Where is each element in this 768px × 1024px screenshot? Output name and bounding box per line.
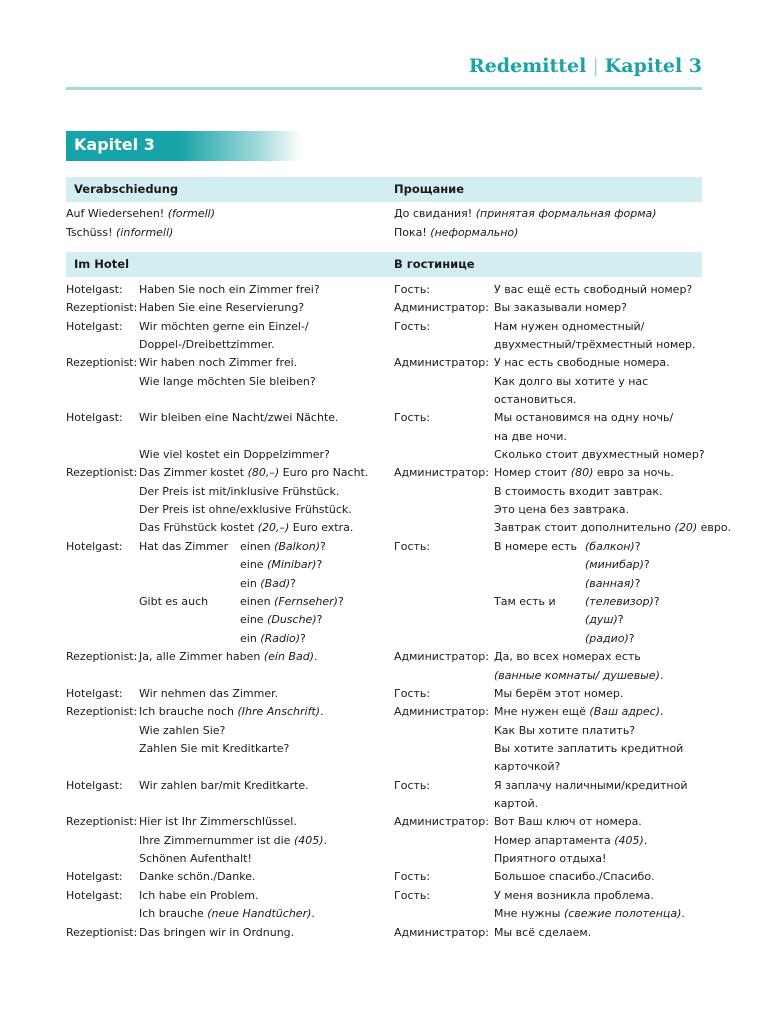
hotel-ru-speaker: Администратор: — [394, 301, 489, 314]
section-title-de: Verabschiedung — [74, 182, 179, 196]
hotel-de-text: Ihre Zimmernummer ist die (405). — [139, 834, 328, 847]
hotel-de-speaker: Hotelgast: — [66, 870, 123, 883]
hotel-ru-speaker: Администратор: — [394, 705, 489, 718]
hotel-ru-text: В номере есть — [494, 540, 577, 553]
hotel-ru-speaker: Администратор: — [394, 466, 489, 479]
farewell-ru: Пока! (неформально) — [394, 226, 519, 239]
hotel-ru-text2: (душ)? — [585, 613, 624, 626]
hotel-de-text: Zahlen Sie mit Kreditkarte? — [139, 742, 290, 755]
hotel-de-text: Wir nehmen das Zimmer. — [139, 687, 279, 700]
hotel-ru-text: Вы заказывали номер? — [494, 301, 627, 314]
hotel-ru-speaker: Гость: — [394, 870, 431, 883]
section-title-ru: В гостинице — [394, 257, 475, 271]
hotel-ru-text: Это цена без завтрака. — [494, 503, 629, 516]
hotel-ru-speaker: Администратор: — [394, 815, 489, 828]
chapter-title: Kapitel 3 — [74, 135, 155, 154]
hotel-ru-text: остановиться. — [494, 393, 577, 406]
hotel-de-text2: einen (Fernseher)? — [240, 595, 344, 608]
hotel-ru-speaker: Гость: — [394, 889, 431, 902]
hotel-ru-speaker: Гость: — [394, 283, 431, 296]
hotel-de-speaker: Hotelgast: — [66, 687, 123, 700]
section-title-ru: Прощание — [394, 182, 465, 196]
hotel-ru-text2: (балкон)? — [585, 540, 641, 553]
running-head-left: Redemittel — [468, 55, 587, 77]
hotel-de-speaker: Rezeptionist: — [66, 356, 138, 369]
hotel-de-text: Wir möchten gerne ein Einzel-/ — [139, 320, 309, 333]
hotel-de-text: Wie lange möchten Sie bleiben? — [139, 375, 316, 388]
hotel-ru-text: Вот Ваш ключ от номера. — [494, 815, 642, 828]
hotel-ru-text: У нас есть свободные номера. — [494, 356, 670, 369]
hotel-de-text: Danke schön./Danke. — [139, 870, 256, 883]
hotel-de-text: Schönen Aufenthalt! — [139, 852, 252, 865]
hotel-de-text: Hat das Zimmer — [139, 540, 229, 553]
hotel-ru-speaker: Администратор: — [394, 356, 489, 369]
hotel-ru-text: Сколько стоит двухместный номер? — [494, 448, 705, 461]
hotel-de-speaker: Hotelgast: — [66, 779, 123, 792]
hotel-ru-text: У меня возникла проблема. — [494, 889, 654, 902]
hotel-de-text: Wir zahlen bar/mit Kreditkarte. — [139, 779, 309, 792]
hotel-ru-text: Вы хотите заплатить кредитной — [494, 742, 684, 755]
hotel-ru-text: на две ночи. — [494, 430, 567, 443]
running-head — [469, 55, 702, 77]
hotel-de-text: Wir bleiben eine Nacht/zwei Nächte. — [139, 411, 339, 424]
hotel-de-speaker: Hotelgast: — [66, 889, 123, 902]
hotel-ru-text: Как Вы хотите платить? — [494, 724, 636, 737]
hotel-ru-text: Номер стоит (80) евро за ночь. — [494, 466, 674, 479]
hotel-ru-speaker: Гость: — [394, 411, 431, 424]
hotel-ru-text: В стоимость входит завтрак. — [494, 485, 663, 498]
hotel-de-text2: eine (Dusche)? — [240, 613, 323, 626]
hotel-ru-text: Я заплачу наличными/кредитной — [494, 779, 688, 792]
hotel-de-text: Wie zahlen Sie? — [139, 724, 226, 737]
hotel-ru-text: (ванные комнаты/ душевые). — [494, 669, 664, 682]
hotel-de-text2: einen (Balkon)? — [240, 540, 326, 553]
hotel-de-text2: ein (Bad)? — [240, 577, 296, 590]
section-header-hotel — [66, 252, 702, 277]
hotel-ru-text: Номер апартамента (405). — [494, 834, 648, 847]
hotel-de-speaker: Hotelgast: — [66, 540, 123, 553]
hotel-de-text: Das bringen wir in Ordnung. — [139, 926, 295, 939]
hotel-de-text: Der Preis ist mit/inklusive Frühstück. — [139, 485, 340, 498]
farewell-ru: До свидания! (принятая формальная форма) — [394, 207, 657, 220]
hotel-de-speaker: Rezeptionist: — [66, 301, 138, 314]
hotel-de-text: Wie viel kostet ein Doppelzimmer? — [139, 448, 330, 461]
hotel-de-speaker: Rezeptionist: — [66, 705, 138, 718]
hotel-ru-text: Завтрак стоит дополнительно (20) евро. — [494, 521, 732, 534]
hotel-de-speaker: Hotelgast: — [66, 320, 123, 333]
hotel-ru-text: карточкой? — [494, 760, 561, 773]
farewell-de: Tschüss! (informell) — [66, 226, 174, 239]
hotel-de-text: Wir haben noch Zimmer frei. — [139, 356, 298, 369]
hotel-de-speaker: Rezeptionist: — [66, 926, 138, 939]
hotel-de-text2: ein (Radio)? — [240, 632, 306, 645]
hotel-de-text: Haben Sie eine Reservierung? — [139, 301, 305, 314]
hotel-ru-text: Мне нужны (свежие полотенца). — [494, 907, 685, 920]
section-header-farewell — [66, 177, 702, 202]
hotel-ru-text: Мне нужен ещё (Ваш адрес). — [494, 705, 664, 718]
hotel-ru-text2: (телевизор)? — [585, 595, 660, 608]
chapter-banner — [66, 131, 302, 161]
hotel-ru-speaker: Администратор: — [394, 650, 489, 663]
hotel-ru-speaker: Гость: — [394, 320, 431, 333]
hotel-ru-text: двухместный/трёхместный номер. — [494, 338, 696, 351]
hotel-de-text: Das Frühstück kostet (20,–) Euro extra. — [139, 521, 354, 534]
hotel-de-text2: eine (Minibar)? — [240, 558, 323, 571]
hotel-ru-text: Мы всё сделаем. — [494, 926, 592, 939]
hotel-ru-text: Мы остановимся на одну ночь/ — [494, 411, 674, 424]
hotel-ru-text: Нам нужен одноместный/ — [494, 320, 645, 333]
page-header — [66, 53, 702, 89]
hotel-ru-speaker: Гость: — [394, 779, 431, 792]
hotel-ru-text: Большое спасибо./Спасибо. — [494, 870, 655, 883]
hotel-de-speaker: Rezeptionist: — [66, 650, 138, 663]
hotel-ru-text2: (радио)? — [585, 632, 635, 645]
hotel-de-text: Der Preis ist ohne/exklusive Frühstück. — [139, 503, 352, 516]
running-head-right: Kapitel 3 — [604, 55, 702, 77]
hotel-de-text: Haben Sie noch ein Zimmer frei? — [139, 283, 320, 296]
running-head-separator: | — [592, 55, 599, 77]
hotel-de-text: Ich habe ein Problem. — [139, 889, 259, 902]
farewell-de: Auf Wiedersehen! (formell) — [66, 207, 216, 220]
hotel-ru-text: Приятного отдыха! — [494, 852, 607, 865]
hotel-ru-speaker: Гость: — [394, 687, 431, 700]
header-rule — [66, 87, 702, 90]
hotel-ru-text: Как долго вы хотите у нас — [494, 375, 649, 388]
hotel-de-speaker: Rezeptionist: — [66, 466, 138, 479]
hotel-de-speaker: Hotelgast: — [66, 411, 123, 424]
hotel-ru-text: У вас ещё есть свободный номер? — [494, 283, 693, 296]
hotel-de-text: Ich brauche (neue Handtücher). — [139, 907, 315, 920]
hotel-ru-speaker: Администратор: — [394, 926, 489, 939]
hotel-ru-text: Мы берём этот номер. — [494, 687, 624, 700]
hotel-de-text: Gibt es auch — [139, 595, 209, 608]
hotel-ru-text: картой. — [494, 797, 539, 810]
hotel-ru-speaker: Гость: — [394, 540, 431, 553]
hotel-ru-text2: (ванная)? — [585, 577, 641, 590]
hotel-de-speaker: Rezeptionist: — [66, 815, 138, 828]
hotel-de-text: Doppel-/Dreibettzimmer. — [139, 338, 275, 351]
hotel-ru-text: Да, во всех номерах есть — [494, 650, 641, 663]
hotel-de-text: Ja, alle Zimmer haben (ein Bad). — [139, 650, 318, 663]
hotel-de-speaker: Hotelgast: — [66, 283, 123, 296]
hotel-de-text: Ich brauche noch (Ihre Anschrift). — [139, 705, 324, 718]
section-title-de: Im Hotel — [74, 257, 130, 271]
hotel-ru-text: Там есть и — [494, 595, 556, 608]
hotel-de-text: Hier ist Ihr Zimmerschlüssel. — [139, 815, 297, 828]
hotel-ru-text2: (минибар)? — [585, 558, 650, 571]
hotel-de-text: Das Zimmer kostet (80,–) Euro pro Nacht. — [139, 466, 369, 479]
